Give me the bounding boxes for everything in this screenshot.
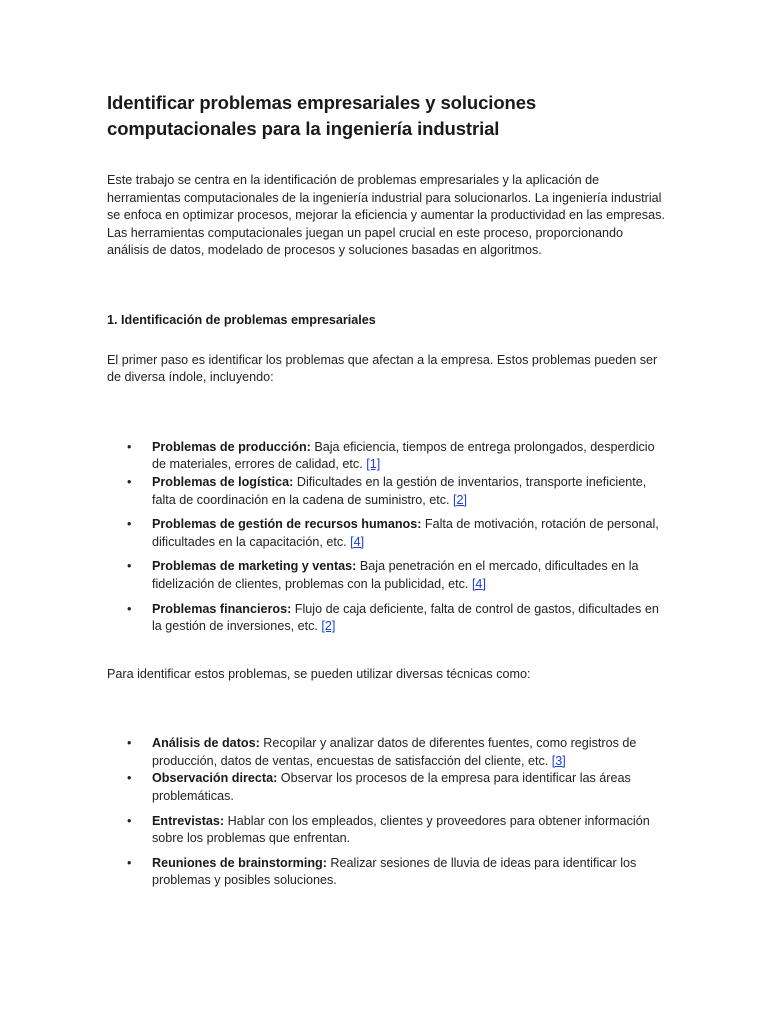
item-label: Problemas financieros:	[152, 601, 292, 616]
section-paragraph: El primer paso es identificar los problemas que afectan a la empresa. Estos problemas pueden ser de diversa índole, incluyendo:	[107, 352, 658, 385]
item-label: Análisis de datos:	[152, 736, 260, 751]
item-text: Falta de motivación, rotación de personal, dificultades en la capacitación, etc.	[152, 517, 659, 549]
citation-link[interactable]: [2]	[321, 619, 336, 634]
citation-link[interactable]: [4]	[471, 576, 486, 591]
problems-list	[107, 439, 667, 636]
item-text: Baja eficiencia, tiempos de entrega prolongados, desperdicio de materiales, errores de calidad, etc.	[152, 439, 655, 472]
list-item	[107, 770, 667, 805]
bullet-icon: •	[127, 601, 132, 616]
list-item	[107, 735, 667, 770]
section-heading: 1. Identificación de problemas empresariales	[107, 312, 376, 327]
item-label: Problemas de logística:	[152, 474, 294, 489]
item-text: Flujo de caja deficiente, falta de control de gastos, dificultades en la gestión de inversiones, etc.	[152, 601, 659, 634]
bullet-icon: •	[127, 474, 132, 489]
bullet-icon: •	[127, 517, 132, 532]
bullet-icon: •	[127, 813, 132, 828]
bullet-icon: •	[127, 559, 132, 574]
techniques-intro: Para identificar estos problemas, se pueden utilizar diversas técnicas como:	[107, 666, 531, 681]
document-page	[107, 90, 667, 897]
intro-paragraph: Este trabajo se centra en la identificación de problemas empresariales y la aplicación de herramientas computacionales de la ingeniería industrial para solucionarlos. La ingeniería industrial se enfoca en optimizar procesos, mejorar la eficiencia y aumentar la productividad en las empresas. Las herramientas computacionales juegan un papel crucial en este proceso, proporcionando análisis de datos, modelado de procesos y soluciones basadas en algoritmos.	[107, 173, 665, 258]
item-label: Entrevistas:	[152, 813, 225, 828]
list-item	[107, 855, 667, 890]
citation-link[interactable]: [2]	[453, 492, 468, 507]
item-text: Recopilar y analizar datos de diferentes fuentes, como registros de producción, datos de ventas, encuestas de satisfacción del cliente, etc.	[152, 736, 637, 768]
item-text: Observar los procesos de la empresa para identificar las áreas problemáticas.	[152, 771, 631, 804]
list-item	[107, 601, 667, 636]
bullet-icon: •	[127, 855, 132, 870]
techniques-list	[107, 735, 667, 890]
document-title: Identificar problemas empresariales y soluciones computacionales para la ingeniería industrial	[107, 92, 537, 139]
item-label: Problemas de gestión de recursos humanos:	[152, 517, 422, 532]
bullet-icon: •	[127, 439, 132, 454]
bullet-icon: •	[127, 771, 132, 786]
item-text: Realizar sesiones de lluvia de ideas para identificar los problemas y posibles soluciones.	[152, 855, 637, 888]
list-item	[107, 474, 667, 509]
item-text: Baja penetración en el mercado, dificultades en la fidelización de clientes, problemas con la publicidad, etc.	[152, 559, 639, 591]
list-item	[107, 813, 667, 848]
list-item	[107, 558, 667, 593]
citation-link[interactable]: [3]	[551, 753, 566, 768]
item-text: Dificultades en la gestión de inventarios, transporte ineficiente, falta de coordinación en la cadena de suministro, etc.	[152, 474, 647, 507]
item-label: Problemas de producción:	[152, 439, 311, 454]
item-label: Problemas de marketing y ventas:	[152, 559, 357, 574]
item-label: Reuniones de brainstorming:	[152, 855, 327, 870]
list-item	[107, 439, 667, 474]
item-text: Hablar con los empleados, clientes y proveedores para obtener información sobre los problemas que enfrentan.	[152, 813, 650, 846]
list-item	[107, 516, 667, 551]
citation-link[interactable]: [1]	[366, 457, 381, 472]
citation-link[interactable]: [4]	[350, 534, 365, 549]
bullet-icon: •	[127, 736, 132, 751]
item-label: Observación directa:	[152, 771, 278, 786]
